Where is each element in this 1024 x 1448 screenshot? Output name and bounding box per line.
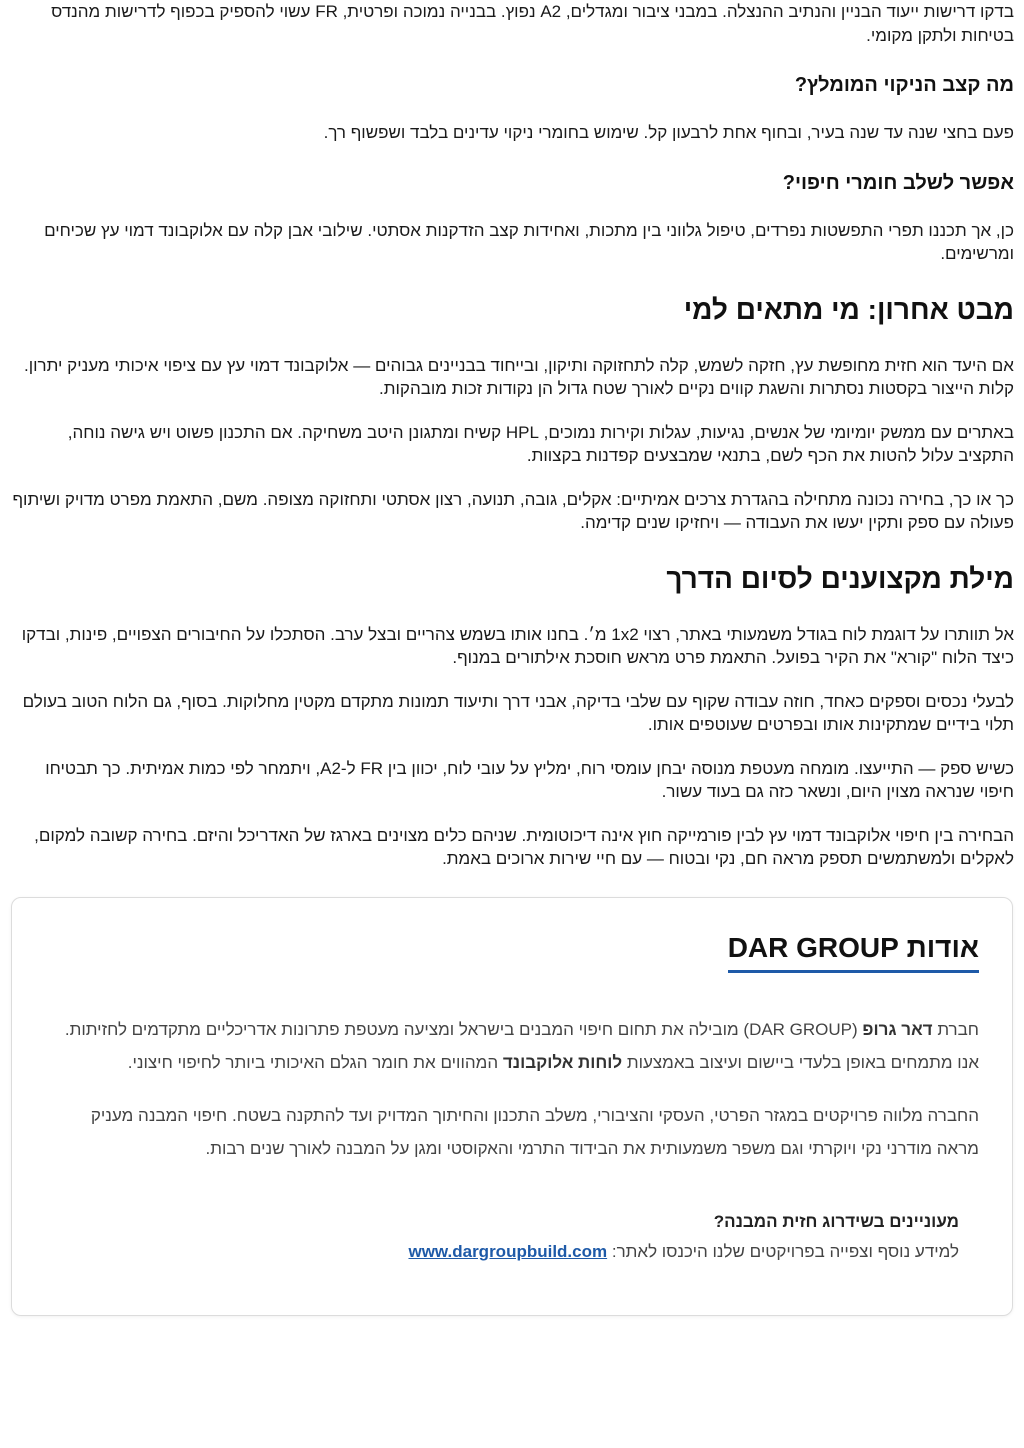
section-heading: מילת מקצוענים לסיום הדרך (666, 562, 1014, 594)
paragraph: אל תוותרו על דוגמת לוח בגודל משמעותי באתר, רצוי 1x2 מ׳. בחנו אותו בשמש צהריים ובצל ערב. הסתכלו על החיבורים הצפויים, פינות, ובדקו כיצד הלוח "קורא" את הקיר בפועל. התאמת פרט מראש חוסכת אילתורים במנוף. (21, 624, 1014, 667)
company-name-bold: דאר גרופ (862, 1019, 933, 1039)
website-link[interactable]: www.dargroupbuild.com (408, 1241, 608, 1261)
about-card (11, 897, 1013, 1316)
faq-answer: פעם בחצי שנה עד שנה בעיר, ובחוף אחת לרבעון קל. שימוש בחומרי ניקוי עדינים בלבד ושפשוף רך. (323, 123, 1014, 142)
about-paragraph (45, 1013, 979, 1079)
cta-line (45, 1240, 959, 1263)
section-heading: מבט אחרון: מי מתאים למי (683, 293, 1014, 325)
product-name-bold: לוחות אלוקבונד (502, 1052, 623, 1072)
paragraph: הבחירה בין חיפוי אלוקבונד דמוי עץ לבין פורמייקה חוץ אינה דיכוטומית. שניהם כלים מצוינים בארגז של האדריכל והיזם. בחירה קשובה למקום, לאקלים ולמשתמשים תספק מראה חם, נקי ובטוח — עם חיי שירות ארוכים באמת. (34, 825, 1014, 868)
paragraph: באתרים עם ממשק יומיומי של אנשים, נגיעות, עגלות וקירות נמוכים, HPL קשיח ומתגונן היטב משחיקה. אם התכנון פשוט ויש גישה נוחה, התקציב עלול להטות את הכף לשם, בתנאי שמבצעים קפדנות בקצוות. (67, 422, 1014, 465)
faq-answer: כן, אך תכננו תפרי התפשטות נפרדים, טיפול גלווני בין מתכות, ואחידות קצב הזדקנות אסתטי. שילובי אבן קלה עם אלוקבונד דמוי עץ שכיחים ומרשימים. (44, 220, 1014, 263)
intro-paragraph: בדקו דרישות ייעוד הבניין והנתיב ההנצלה. במבני ציבור ומגדלים, A2 נפוץ. בבנייה נמוכה ופרטית, FR עשוי להספיק בכפוף לדרישות מהנדס בטיחות ולתקן מקומי. (51, 2, 1014, 45)
text: חברת (932, 1019, 979, 1039)
paragraph: כשיש ספק — התייעצו. מומחה מעטפת מנוסה יבחן עומסי רוח, ימליץ על עובי לוח, יכוון בין FR ל-A2, ויתמחר לפי כמות אמיתית. כך תבטיחו חיפוי שנראה מצוין היום, ונשאר כזה גם בעוד עשור. (45, 758, 1014, 801)
paragraph: אם היעד הוא חזית מחופשת עץ, חזקה לשמש, קלה לתחזוקה ותיקון, ובייחוד בבניינים גבוהים — אלוקבונד דמוי עץ עם ציפוי איכותי מעניק יתרון. קלות הייצור בקסטות נסתרות והשגת קווים נקיים לאורך שטח גדול הן נקודות זכות מובהקות. (23, 355, 1014, 398)
paragraph: לבעלי נכסים וספקים כאחד, חוזה עבודה שקוף עם שלבי בדיקה, אבני דרך ותיעוד תמונות מתקדם מקטין מחלוקות. בסוף, גם הלוח הטוב בעולם תלוי בידיים שמתקינות אותו ובפרטים שעוטפים אותו. (22, 691, 1014, 734)
text: (DAR GROUP) מובילה את תחום חיפוי המבנים בישראל ומציעה מעטפת פתרונות אדריכליים מתקדמים לחזיתות. אנו מתמחים באופן בלעדי ביישום ועיצוב באמצעות (64, 1019, 979, 1072)
cta-text: למידע נוסף וצפייה בפרויקטים שלנו היכנסו לאתר: (607, 1241, 959, 1261)
paragraph: כך או כך, בחירה נכונה מתחילה בהגדרת צרכים אמיתיים: אקלים, גובה, תנועה, רצון אסתטי ותחזוקה מצופה. משם, התאמת מפרט מדויק ושיתוף פעולה עם ספק ותקין יעשו את העבודה — ויחזיקו שנים קדימה. (12, 489, 1014, 532)
faq-question: אפשר לשלב חומרי חיפוי? (782, 171, 1014, 194)
faq-question: מה קצב הניקוי המומלץ? (794, 74, 1014, 96)
cta-heading: מעוניינים בשידרוג חזית המבנה? (713, 1211, 959, 1231)
about-title: אודות DAR GROUP (728, 930, 979, 973)
text: המהווים את חומר הגלם האיכותי ביותר לחיפוי חיצוני. (127, 1052, 503, 1072)
about-paragraph: החברה מלווה פרויקטים במגזר הפרטי, העסקי והציבורי, משלב התכנון והחיתוך המדויק ועד להתקנה בשטח. חיפוי המבנה מעניק מראה מודרני נקי ויוקרתי וגם משפר משמעותית את הבידוד התרמי והאקוסטי ומגן על המבנה לאורך שנים רבות. (90, 1105, 979, 1158)
